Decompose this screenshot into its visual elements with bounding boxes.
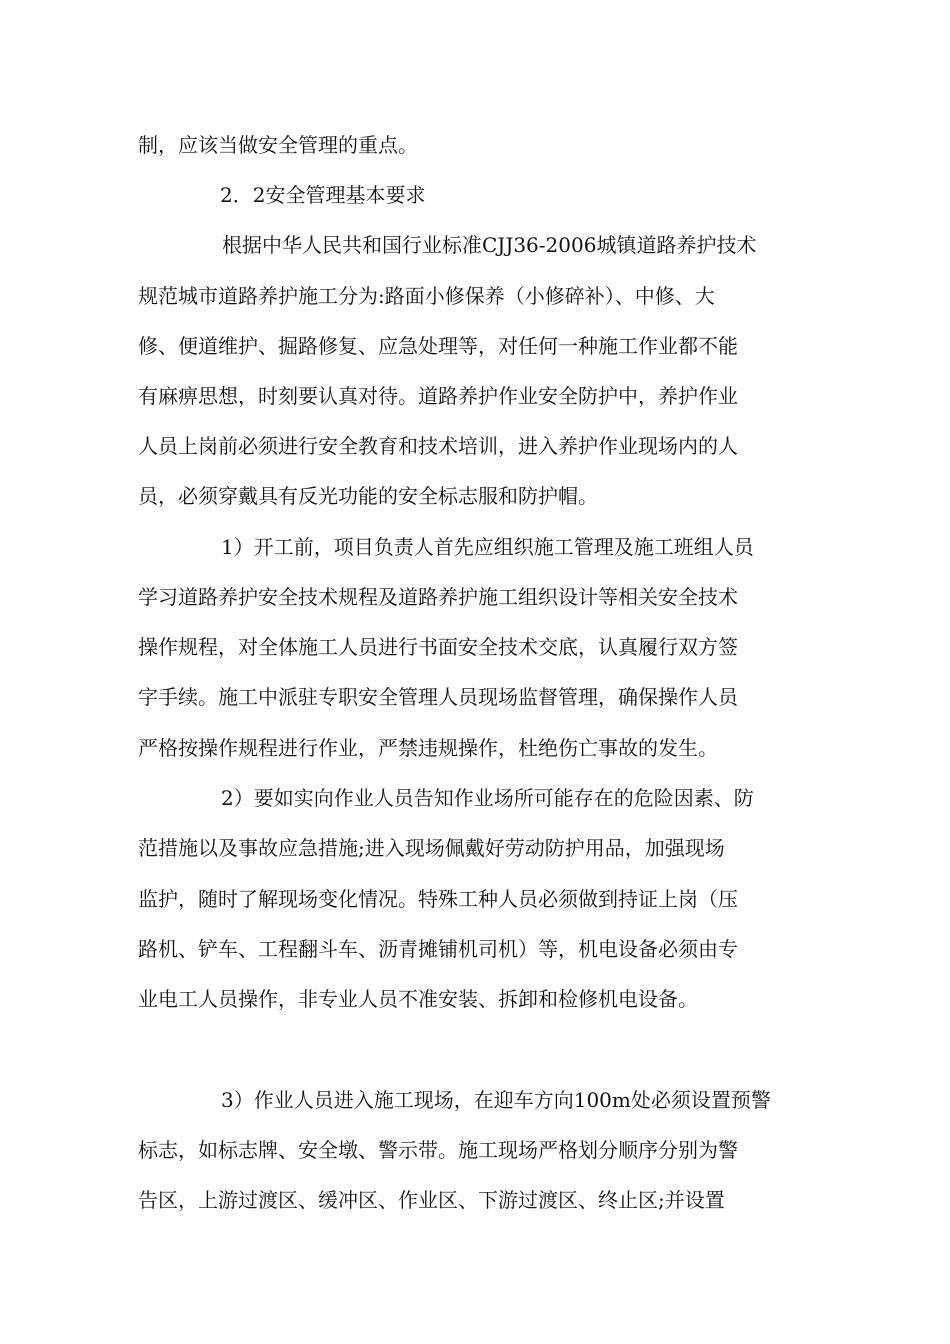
text-line: 范措施以及事故应急措施;进入现场佩戴好劳动防护用品，加强现场	[138, 836, 725, 860]
text-line: 告区，上游过渡区、缓冲区、作业区、下游过渡区、终止区;并设置	[138, 1188, 725, 1212]
text-line: 标志，如标志牌、安全墩、警示带。施工现场严格划分顺序分别为警	[138, 1138, 738, 1162]
text-line: 监护，随时了解现场变化情况。特殊工种人员必须做到持证上岗（压	[138, 887, 738, 911]
text-line: 修、便道维护、掘路修复、应急处理等，对任何一种施工作业都不能	[138, 334, 738, 358]
text-line: 路机、铲车、工程翻斗车、沥青摊铺机司机）等，机电设备必须由专	[138, 937, 738, 961]
text-line: 业电工人员操作，非专业人员不准安装、拆卸和检修机电设备。	[138, 987, 698, 1011]
text-line: 严格按操作规程进行作业，严禁违规操作，杜绝伤亡事故的发生。	[138, 736, 718, 760]
text-line: 操作规程，对全体施工人员进行书面安全技术交底，认真履行双方签	[138, 635, 738, 659]
section-heading: 2．2安全管理基本要求	[220, 183, 426, 207]
text-line: 规范城市道路养护施工分为:路面小修保养（小修碎补）、中修、大	[138, 284, 715, 308]
text-line: 字手续。施工中派驻专职安全管理人员现场监督管理，确保操作人员	[138, 685, 738, 709]
text-line: 员，必须穿戴具有反光功能的安全标志服和防护帽。	[138, 484, 598, 508]
list-item-1-start: 1）开工前，项目负责人首先应组织施工管理及施工班组人员	[221, 535, 754, 559]
list-item-2-start: 2）要如实向作业人员告知作业场所可能存在的危险因素、防	[221, 786, 754, 810]
text-line: 人员上岗前必须进行安全教育和技术培训，进入养护作业现场内的人	[138, 434, 738, 458]
text-line: 根据中华人民共和国行业标准CJJ36-2006城镇道路养护技术	[222, 233, 757, 257]
text-line: 制，应该当做安全管理的重点。	[138, 133, 418, 157]
text-line: 学习道路养护安全技术规程及道路养护施工组织设计等相关安全技术	[138, 585, 738, 609]
text-line: 有麻痹思想，时刻要认真对待。道路养护作业安全防护中，养护作业	[138, 384, 738, 408]
list-item-3-start: 3）作业人员进入施工现场，在迎车方向100m处必须设置预警	[221, 1088, 771, 1112]
